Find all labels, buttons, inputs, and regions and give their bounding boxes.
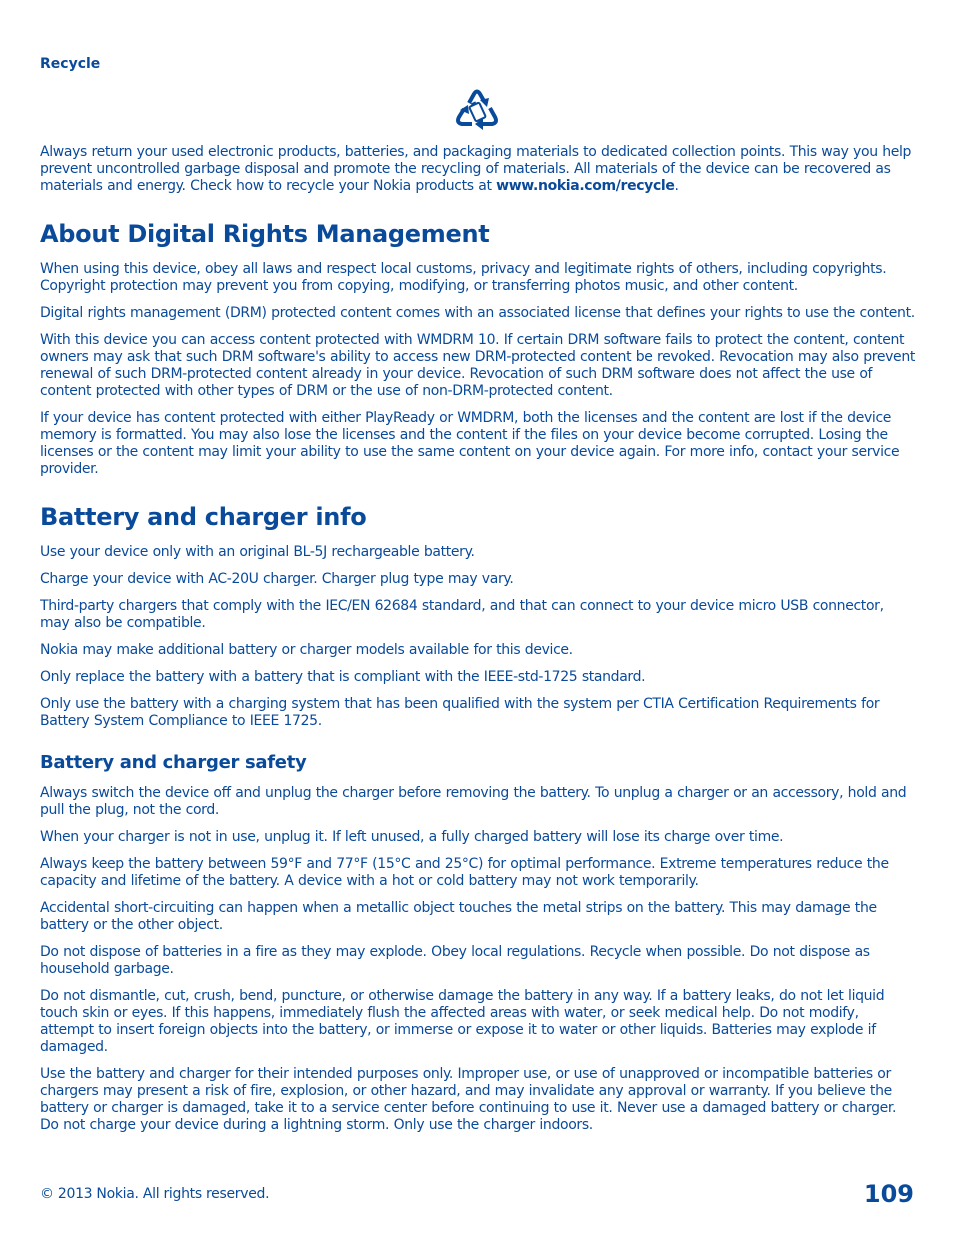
- safety-paragraph: Do not dismantle, cut, crush, bend, puncture, or otherwise damage the battery in any way. If a battery leaks, do not let liquid touch skin or eyes. If this happens, immediately flush the affected areas with water, or seek medical help. Do not modify, attempt to insert foreign objects into the battery, or immerse or expose it to water or other liquids. Batteries may explode if damaged.: [40, 988, 885, 1055]
- drm-paragraph: Digital rights management (DRM) protected content comes with an associated license that defines your rights to use the content.: [40, 305, 915, 321]
- running-head: Recycle: [40, 56, 101, 72]
- safety-heading: Battery and charger safety: [40, 752, 307, 773]
- safety-paragraph: Do not dispose of batteries in a fire as they may explode. Obey local regulations. Recycle when possible. Do not dispose as household garbage.: [40, 944, 870, 977]
- page-content: [40, 144, 916, 1144]
- footer-copyright: © 2013 Nokia. All rights reserved.: [40, 1186, 270, 1202]
- safety-paragraph: When your charger is not in use, unplug it. If left unused, a fully charged battery will lose its charge over time.: [40, 829, 784, 845]
- drm-heading: About Digital Rights Management: [40, 220, 490, 248]
- safety-paragraph: Use the battery and charger for their intended purposes only. Improper use, or use of unapproved or incompatible batteries or chargers may present a risk of fire, explosion, or other hazard, and may invalidate any approval or warranty. If you believe the battery or charger is damaged, take it to a service center before continuing to use it. Never use a damaged battery or charger. Do not charge your device during a lightning storm. Only use the charger indoors.: [40, 1066, 897, 1133]
- drm-paragraph: If your device has content protected with either PlayReady or WMDRM, both the licenses and the content are lost if the device memory is formatted. You may also lose the licenses and the content if the files on your device become corrupted. Losing the licenses or the content may limit your ability to use the same content on your device again. For more info, contact your service provider.: [40, 410, 900, 477]
- safety-paragraph: Always keep the battery between 59°F and 77°F (15°C and 25°C) for optimal performance. Extreme temperatures reduce the capacity and lifetime of the battery. A device with a hot or cold battery may not work temporarily.: [40, 856, 889, 889]
- recycle-icon: [452, 86, 502, 132]
- recycle-paragraph: Always return your used electronic products, batteries, and packaging materials to dedicated collection points. This way you help prevent uncontrolled garbage disposal and promote the recycling of materials. All materials of the device can be recovered as materials and energy. Check how to recycle your Nokia products at www.nokia.com/recycle.: [40, 144, 912, 194]
- page-number: 109: [863, 1180, 914, 1208]
- recycle-link[interactable]: www.nokia.com/recycle: [496, 178, 675, 194]
- drm-paragraph: When using this device, obey all laws and respect local customs, privacy and legitimate rights of others, including copyrights. Copyright protection may prevent you from copying, modifying, or transferring photos music, and other content.: [40, 261, 887, 294]
- battery-paragraph: Third-party chargers that comply with the IEC/EN 62684 standard, and that can connect to your device micro USB connector, may also be compatible.: [40, 598, 884, 631]
- battery-paragraph: Use your device only with an original BL-5J rechargeable battery.: [40, 544, 475, 560]
- battery-paragraph: Charge your device with AC-20U charger. Charger plug type may vary.: [40, 571, 514, 587]
- battery-heading: Battery and charger info: [40, 503, 367, 531]
- safety-paragraph: Accidental short-circuiting can happen when a metallic object touches the metal strips on the battery. This may damage the battery or the other object.: [40, 900, 877, 933]
- battery-paragraph: Only replace the battery with a battery that is compliant with the IEEE-std-1725 standard.: [40, 669, 646, 685]
- drm-paragraph: With this device you can access content protected with WMDRM 10. If certain DRM software fails to protect the content, content owners may ask that such DRM software's ability to access new DRM-protected content be revoked. Revocation may also prevent renewal of such DRM-protected content already in your device. Revocation of such DRM software does not affect the use of content protected with other types of DRM or the use of non-DRM-protected content.: [40, 332, 915, 399]
- safety-paragraph: Always switch the device off and unplug the charger before removing the battery. To unplug a charger or an accessory, hold and pull the plug, not the cord.: [40, 785, 907, 818]
- battery-paragraph: Nokia may make additional battery or charger models available for this device.: [40, 642, 573, 658]
- battery-paragraph: Only use the battery with a charging system that has been qualified with the system per CTIA Certification Requirements for Battery System Compliance to IEEE 1725.: [40, 696, 880, 729]
